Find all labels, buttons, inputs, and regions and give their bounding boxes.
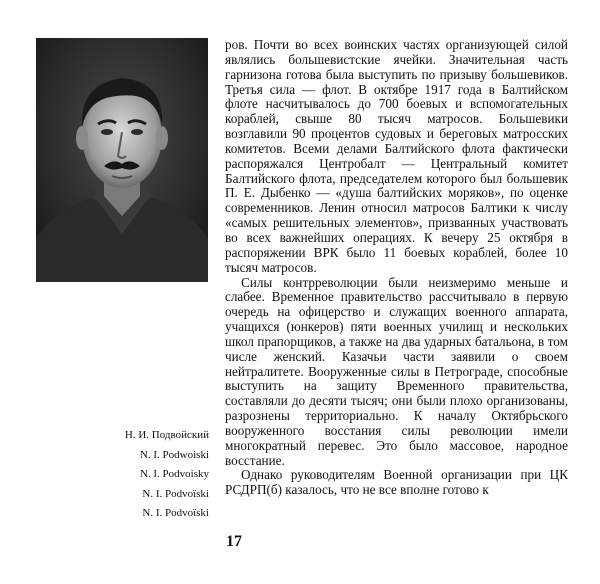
caption-english: N. I. Podvoisky <box>139 468 209 480</box>
portrait-illustration <box>36 38 208 282</box>
caption-french: N. I. Podvoïski <box>142 487 209 500</box>
page-number: 17 <box>226 533 242 550</box>
caption-spanish: N. I. Podvoïski <box>142 507 209 519</box>
caption-russian: Н. И. Подвойский <box>124 429 209 441</box>
body-text-column <box>225 38 568 498</box>
paragraph: ров. Почти во всех воинских частях организующей силой являлись большевистские ячейки. Значительная часть гарнизона готова была выступить по призыву большевиков. Третья сила — флот. В октябре 1917 года в Балтийском флоте насчитывалось до 700 боевых и вспомогательных кораблей, свыше 80 тысяч матросов. Большевики возглавили 90 процентов судовых и береговых матросских комитетов. Всеми делами Балтийского флота фактически распоряжался Центробалт — Центральный комитет Балтийского флота, председателем которого был большевик П. Е. Дыбенко — «душа балтийских моряков», по оценке современников. Ленин относил матросов Балтики к числу «самых решительных элементов», призванных участвовать во всех важнейших операциях. К вечеру 25 октября в распоряжении ВРК было 11 боевых кораблей, более 10 тысяч матросов. <box>225 37 568 275</box>
paragraph: Силы контрреволюции были неизмеримо меньше и слабее. Временное правительство рассчитывало в первую очередь на офицерство и служащих военного аппарата, учащихся (юнкеров) пяти военных училищ и нескольких школ прапорщиков, а также на два ударных батальона, в том числе женский. Казачьи части заявили о своем нейтралитете. Вооруженные силы в Петрограде, способные выступить на защиту Временного правительства, составляли до десяти тысяч; они были плохо организованы, разрознены территориально. К началу Октябрьского вооруженного восстания силы революции имели многократный перевес. Это было массовое, народное восстание. <box>225 274 568 468</box>
portrait-photo <box>36 38 208 282</box>
paragraph: Однако руководителям Военной организации при ЦК РСДРП(б) казалось, что не все вполне готово к <box>225 467 568 498</box>
caption-german: N. I. Podwoiski <box>139 448 209 461</box>
caption-block <box>60 426 209 524</box>
